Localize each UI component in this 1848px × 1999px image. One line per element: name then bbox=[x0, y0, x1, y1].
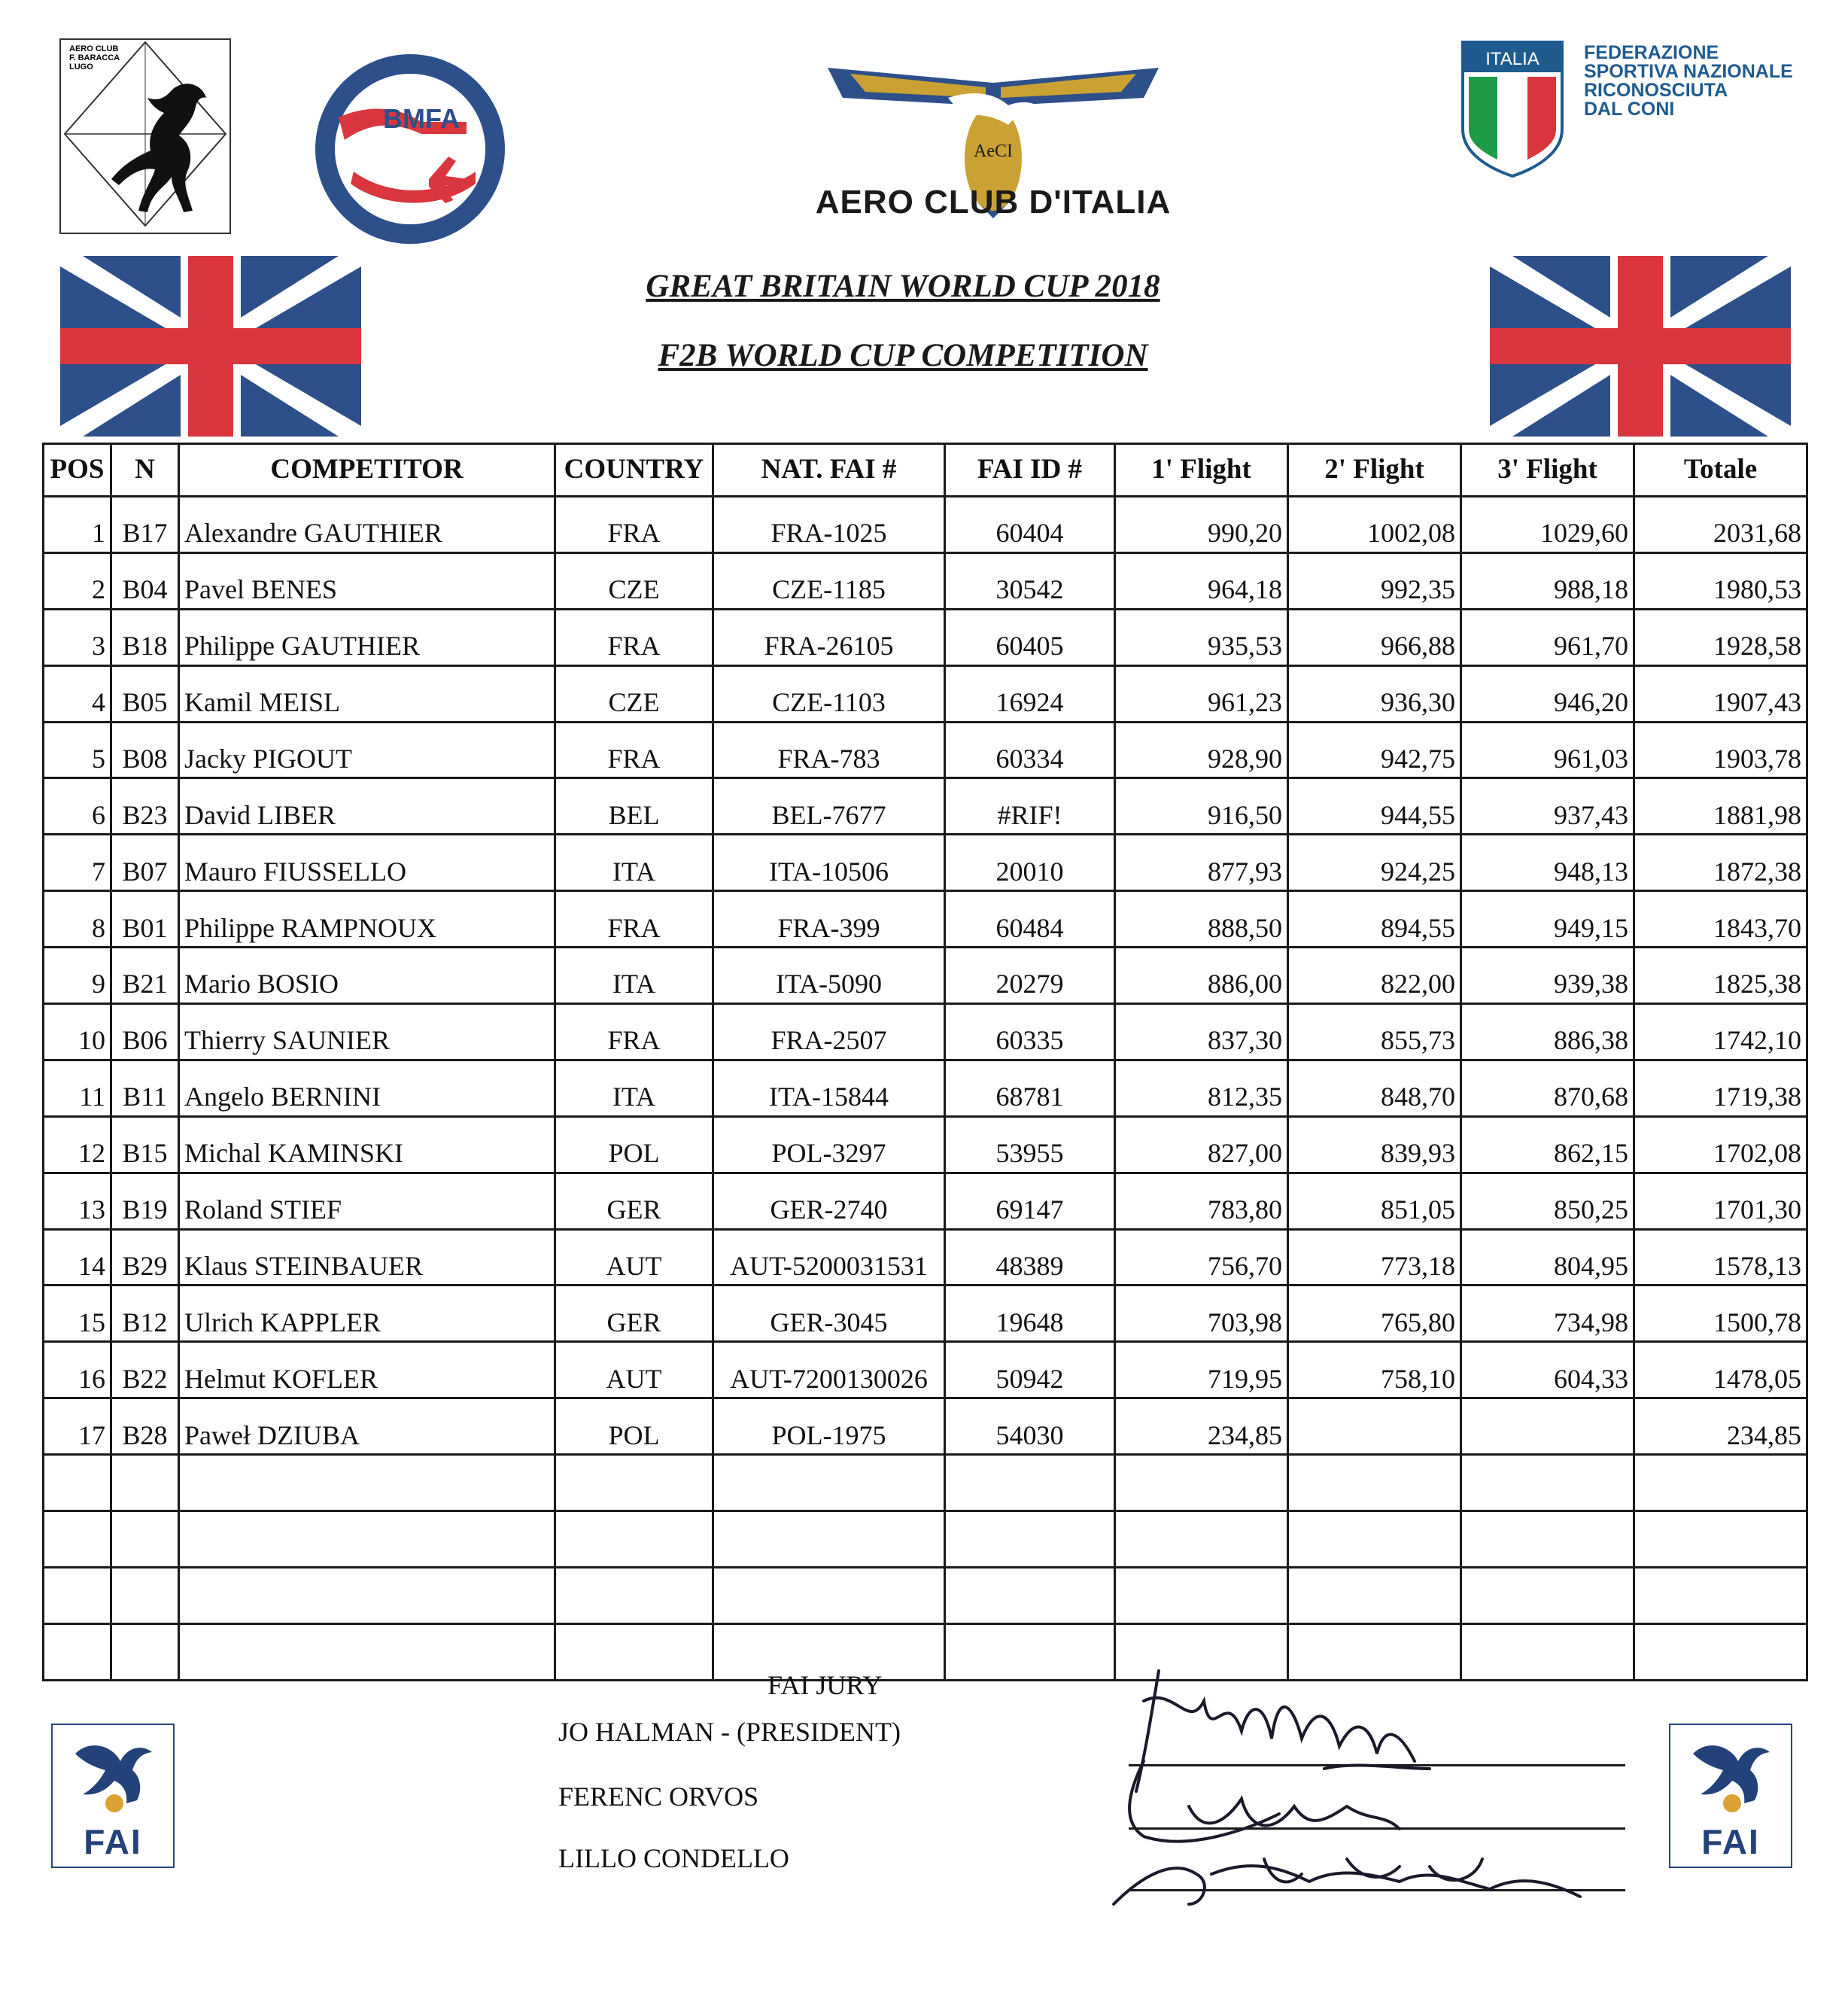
cell-flight-2: 992,35 bbox=[1288, 552, 1461, 609]
cell-fai-id: 60334 bbox=[945, 722, 1115, 778]
cell-competitor: Angelo BERNINI bbox=[179, 1060, 555, 1116]
cell-flight-1: 783,80 bbox=[1115, 1173, 1288, 1229]
cell-fai-id: 54030 bbox=[945, 1398, 1115, 1455]
lugo-text-line-1: AERO CLUB bbox=[69, 44, 119, 53]
coni-caption-line-1: FEDERAZIONE bbox=[1584, 42, 1719, 63]
aeci-letters: AeCI bbox=[974, 141, 1013, 161]
column-header-totale: Totale bbox=[1634, 444, 1807, 497]
cell-flight-3: 804,95 bbox=[1461, 1229, 1634, 1286]
jury-signatures bbox=[1099, 1656, 1670, 1927]
column-header-nat-fai: NAT. FAI # bbox=[713, 444, 945, 497]
cell-pos: 7 bbox=[44, 835, 111, 891]
empty-cell bbox=[44, 1623, 111, 1680]
table-row bbox=[44, 497, 1807, 553]
fai-text-left: FAI bbox=[84, 1822, 142, 1861]
prancing-horse-icon bbox=[111, 84, 206, 212]
cell-flight-2: 758,10 bbox=[1288, 1342, 1461, 1398]
empty-cell bbox=[945, 1567, 1115, 1623]
empty-cell bbox=[1634, 1567, 1807, 1623]
empty-cell bbox=[1461, 1567, 1634, 1623]
cell-nat-fai: ITA-5090 bbox=[713, 948, 945, 1004]
cell-flight-2 bbox=[1288, 1398, 1461, 1455]
empty-cell bbox=[44, 1511, 111, 1568]
empty-cell bbox=[945, 1455, 1115, 1511]
empty-cell bbox=[713, 1511, 945, 1568]
table-row bbox=[44, 835, 1807, 891]
event-title: GREAT BRITAIN WORLD CUP 2018 bbox=[646, 269, 1160, 304]
table-body bbox=[44, 497, 1807, 1681]
empty-cell bbox=[44, 1455, 111, 1511]
union-jack-flag-left bbox=[60, 256, 361, 437]
column-header-n: N bbox=[111, 444, 179, 497]
aeci-caption: AERO CLUB D'ITALIA bbox=[815, 184, 1172, 221]
cell-flight-3: 862,15 bbox=[1461, 1116, 1634, 1173]
cell-country: FRA bbox=[555, 891, 713, 948]
cell-country: FRA bbox=[555, 722, 713, 778]
cell-flight-3 bbox=[1461, 1398, 1634, 1455]
cell-fai-id: 68781 bbox=[945, 1060, 1115, 1116]
cell-competitor: Helmut KOFLER bbox=[179, 1342, 555, 1398]
empty-cell bbox=[1461, 1455, 1634, 1511]
cell-n: B28 bbox=[111, 1398, 179, 1455]
cell-flight-3: 937,43 bbox=[1461, 778, 1634, 835]
cell-fai-id: #RIF! bbox=[945, 778, 1115, 835]
cell-nat-fai: CZE-1103 bbox=[713, 665, 945, 722]
empty-cell bbox=[1115, 1511, 1288, 1568]
table-row bbox=[44, 891, 1807, 948]
cell-pos: 1 bbox=[44, 497, 111, 553]
empty-cell bbox=[179, 1455, 555, 1511]
cell-flight-1: 935,53 bbox=[1115, 609, 1288, 665]
cell-flight-1: 990,20 bbox=[1115, 497, 1288, 553]
cell-flight-3: 961,70 bbox=[1461, 609, 1634, 665]
cell-flight-3: 961,03 bbox=[1461, 722, 1634, 778]
cell-fai-id: 16924 bbox=[945, 665, 1115, 722]
cell-totale: 1980,53 bbox=[1634, 552, 1807, 609]
cell-flight-3: 948,13 bbox=[1461, 835, 1634, 891]
empty-cell bbox=[179, 1623, 555, 1680]
cell-totale: 1843,70 bbox=[1634, 891, 1807, 948]
cell-flight-1: 756,70 bbox=[1115, 1229, 1288, 1286]
column-header-country: COUNTRY bbox=[555, 444, 713, 497]
competition-title: F2B WORLD CUP COMPETITION bbox=[658, 338, 1148, 373]
cell-totale: 234,85 bbox=[1634, 1398, 1807, 1455]
table-row bbox=[44, 609, 1807, 665]
cell-pos: 16 bbox=[44, 1342, 111, 1398]
cell-pos: 2 bbox=[44, 552, 111, 609]
cell-flight-1: 719,95 bbox=[1115, 1342, 1288, 1398]
cell-nat-fai: BEL-7677 bbox=[713, 778, 945, 835]
cell-totale: 1578,13 bbox=[1634, 1229, 1807, 1286]
union-jack-flag-right bbox=[1490, 256, 1791, 437]
cell-flight-2: 765,80 bbox=[1288, 1286, 1461, 1342]
cell-pos: 12 bbox=[44, 1116, 111, 1173]
table-header-row bbox=[44, 444, 1807, 497]
cell-pos: 8 bbox=[44, 891, 111, 948]
cell-flight-3: 734,98 bbox=[1461, 1286, 1634, 1342]
cell-nat-fai: AUT-7200130026 bbox=[713, 1342, 945, 1398]
column-header-flight-1: 1' Flight bbox=[1115, 444, 1288, 497]
cell-n: B18 bbox=[111, 609, 179, 665]
cell-flight-2: 839,93 bbox=[1288, 1116, 1461, 1173]
empty-cell bbox=[555, 1623, 713, 1680]
cell-country: CZE bbox=[555, 665, 713, 722]
cell-flight-1: 916,50 bbox=[1115, 778, 1288, 835]
cell-flight-1: 888,50 bbox=[1115, 891, 1288, 948]
cell-pos: 10 bbox=[44, 1004, 111, 1060]
cell-flight-3: 850,25 bbox=[1461, 1173, 1634, 1229]
cell-country: POL bbox=[555, 1398, 713, 1455]
jury-member-president: JO HALMAN - (PRESIDENT) bbox=[558, 1717, 901, 1747]
aero-club-lugo-logo bbox=[59, 38, 232, 235]
coni-badge-text: ITALIA bbox=[1485, 49, 1539, 69]
cell-nat-fai: POL-1975 bbox=[713, 1398, 945, 1455]
cell-country: CZE bbox=[555, 552, 713, 609]
table-row bbox=[44, 778, 1807, 835]
cell-nat-fai: FRA-1025 bbox=[713, 497, 945, 553]
cell-n: B29 bbox=[111, 1229, 179, 1286]
cell-pos: 5 bbox=[44, 722, 111, 778]
cell-competitor: Kamil MEISL bbox=[179, 665, 555, 722]
cell-flight-1: 837,30 bbox=[1115, 1004, 1288, 1060]
coni-caption-line-3: RICONOSCIUTA bbox=[1584, 80, 1728, 101]
cell-nat-fai: FRA-2507 bbox=[713, 1004, 945, 1060]
jury-member-2: FERENC ORVOS bbox=[558, 1781, 759, 1812]
cell-totale: 1701,30 bbox=[1634, 1173, 1807, 1229]
cell-totale: 1903,78 bbox=[1634, 722, 1807, 778]
empty-cell bbox=[713, 1567, 945, 1623]
cell-flight-2: 924,25 bbox=[1288, 835, 1461, 891]
cell-country: BEL bbox=[555, 778, 713, 835]
empty-cell bbox=[1115, 1567, 1288, 1623]
cell-country: FRA bbox=[555, 609, 713, 665]
cell-country: ITA bbox=[555, 948, 713, 1004]
cell-totale: 1742,10 bbox=[1634, 1004, 1807, 1060]
empty-cell bbox=[555, 1511, 713, 1568]
cell-n: B01 bbox=[111, 891, 179, 948]
cell-flight-2: 936,30 bbox=[1288, 665, 1461, 722]
empty-cell bbox=[945, 1623, 1115, 1680]
cell-totale: 1872,38 bbox=[1634, 835, 1807, 891]
table-row bbox=[44, 1229, 1807, 1286]
cell-flight-2: 966,88 bbox=[1288, 609, 1461, 665]
cell-competitor: Philippe GAUTHIER bbox=[179, 609, 555, 665]
cell-flight-2: 851,05 bbox=[1288, 1173, 1461, 1229]
cell-competitor: Mario BOSIO bbox=[179, 948, 555, 1004]
column-header-pos: POS bbox=[44, 444, 111, 497]
lugo-text-line-3: LUGO bbox=[69, 62, 93, 72]
column-header-competitor: COMPETITOR bbox=[179, 444, 555, 497]
cell-fai-id: 53955 bbox=[945, 1116, 1115, 1173]
cell-competitor: Paweł DZIUBA bbox=[179, 1398, 555, 1455]
cell-flight-1: 812,35 bbox=[1115, 1060, 1288, 1116]
cell-flight-3: 1029,60 bbox=[1461, 497, 1634, 553]
cell-competitor: Klaus STEINBAUER bbox=[179, 1229, 555, 1286]
cell-nat-fai: POL-3297 bbox=[713, 1116, 945, 1173]
cell-pos: 15 bbox=[44, 1286, 111, 1342]
cell-fai-id: 30542 bbox=[945, 552, 1115, 609]
table-row bbox=[44, 1342, 1807, 1398]
empty-table-row bbox=[44, 1511, 1807, 1568]
cell-competitor: Roland STIEF bbox=[179, 1173, 555, 1229]
cell-flight-3: 870,68 bbox=[1461, 1060, 1634, 1116]
cell-fai-id: 20279 bbox=[945, 948, 1115, 1004]
cell-n: B11 bbox=[111, 1060, 179, 1116]
cell-nat-fai: GER-2740 bbox=[713, 1173, 945, 1229]
column-header-fai-id: FAI ID # bbox=[945, 444, 1115, 497]
table-row bbox=[44, 665, 1807, 722]
empty-cell bbox=[713, 1455, 945, 1511]
cell-totale: 1881,98 bbox=[1634, 778, 1807, 835]
cell-flight-1: 886,00 bbox=[1115, 948, 1288, 1004]
cell-competitor: David LIBER bbox=[179, 778, 555, 835]
cell-country: FRA bbox=[555, 1004, 713, 1060]
cell-country: FRA bbox=[555, 497, 713, 553]
lugo-text-line-2: F. BARACCA bbox=[69, 53, 120, 62]
cell-competitor: Pavel BENES bbox=[179, 552, 555, 609]
cell-competitor: Alexandre GAUTHIER bbox=[179, 497, 555, 553]
cell-pos: 14 bbox=[44, 1229, 111, 1286]
table-row bbox=[44, 552, 1807, 609]
cell-fai-id: 50942 bbox=[945, 1342, 1115, 1398]
table-row bbox=[44, 1004, 1807, 1060]
cell-fai-id: 19648 bbox=[945, 1286, 1115, 1342]
cell-flight-1: 703,98 bbox=[1115, 1286, 1288, 1342]
cell-n: B06 bbox=[111, 1004, 179, 1060]
cell-flight-2: 773,18 bbox=[1288, 1229, 1461, 1286]
cell-totale: 1719,38 bbox=[1634, 1060, 1807, 1116]
cell-flight-1: 877,93 bbox=[1115, 835, 1288, 891]
table-row bbox=[44, 1060, 1807, 1116]
cell-country: AUT bbox=[555, 1229, 713, 1286]
empty-table-row bbox=[44, 1455, 1807, 1511]
cell-fai-id: 20010 bbox=[945, 835, 1115, 891]
cell-nat-fai: FRA-399 bbox=[713, 891, 945, 948]
cell-nat-fai: FRA-26105 bbox=[713, 609, 945, 665]
cell-flight-2: 944,55 bbox=[1288, 778, 1461, 835]
cell-country: GER bbox=[555, 1173, 713, 1229]
empty-cell bbox=[111, 1511, 179, 1568]
cell-flight-2: 822,00 bbox=[1288, 948, 1461, 1004]
jury-title: FAI JURY bbox=[767, 1670, 883, 1700]
cell-n: B17 bbox=[111, 497, 179, 553]
cell-nat-fai: CZE-1185 bbox=[713, 552, 945, 609]
cell-competitor: Ulrich KAPPLER bbox=[179, 1286, 555, 1342]
column-header-flight-2: 2' Flight bbox=[1288, 444, 1461, 497]
cell-n: B23 bbox=[111, 778, 179, 835]
fai-logo-left bbox=[51, 1724, 175, 1868]
table-row bbox=[44, 1398, 1807, 1455]
cell-n: B19 bbox=[111, 1173, 179, 1229]
table-row bbox=[44, 1173, 1807, 1229]
cell-fai-id: 60404 bbox=[945, 497, 1115, 553]
cell-flight-3: 604,33 bbox=[1461, 1342, 1634, 1398]
results-table bbox=[42, 443, 1808, 1681]
cell-nat-fai: ITA-15844 bbox=[713, 1060, 945, 1116]
cell-totale: 1500,78 bbox=[1634, 1286, 1807, 1342]
empty-cell bbox=[1634, 1511, 1807, 1568]
cell-competitor: Michal KAMINSKI bbox=[179, 1116, 555, 1173]
cell-n: B21 bbox=[111, 948, 179, 1004]
cell-flight-1: 827,00 bbox=[1115, 1116, 1288, 1173]
cell-pos: 17 bbox=[44, 1398, 111, 1455]
cell-totale: 1907,43 bbox=[1634, 665, 1807, 722]
column-header-flight-3: 3' Flight bbox=[1461, 444, 1634, 497]
cell-pos: 9 bbox=[44, 948, 111, 1004]
cell-totale: 1478,05 bbox=[1634, 1342, 1807, 1398]
empty-cell bbox=[179, 1511, 555, 1568]
fai-logo-right bbox=[1669, 1724, 1792, 1868]
table-row bbox=[44, 1116, 1807, 1173]
empty-cell bbox=[1288, 1455, 1461, 1511]
cell-flight-1: 928,90 bbox=[1115, 722, 1288, 778]
cell-pos: 11 bbox=[44, 1060, 111, 1116]
cell-n: B04 bbox=[111, 552, 179, 609]
cell-flight-1: 961,23 bbox=[1115, 665, 1288, 722]
empty-cell bbox=[1634, 1455, 1807, 1511]
cell-fai-id: 60335 bbox=[945, 1004, 1115, 1060]
cell-flight-2: 942,75 bbox=[1288, 722, 1461, 778]
cell-totale: 1928,58 bbox=[1634, 609, 1807, 665]
empty-cell bbox=[44, 1567, 111, 1623]
cell-country: POL bbox=[555, 1116, 713, 1173]
cell-pos: 3 bbox=[44, 609, 111, 665]
cell-flight-1: 964,18 bbox=[1115, 552, 1288, 609]
cell-country: ITA bbox=[555, 1060, 713, 1116]
fai-eagle-icon bbox=[68, 1731, 158, 1814]
cell-nat-fai: FRA-783 bbox=[713, 722, 945, 778]
cell-country: GER bbox=[555, 1286, 713, 1342]
cell-flight-2: 894,55 bbox=[1288, 891, 1461, 948]
empty-cell bbox=[111, 1455, 179, 1511]
table-row bbox=[44, 722, 1807, 778]
cell-nat-fai: ITA-10506 bbox=[713, 835, 945, 891]
cell-totale: 2031,68 bbox=[1634, 497, 1807, 553]
empty-cell bbox=[179, 1567, 555, 1623]
empty-cell bbox=[945, 1511, 1115, 1568]
cell-pos: 4 bbox=[44, 665, 111, 722]
cell-fai-id: 69147 bbox=[945, 1173, 1115, 1229]
cell-flight-2: 855,73 bbox=[1288, 1004, 1461, 1060]
cell-competitor: Philippe RAMPNOUX bbox=[179, 891, 555, 948]
cell-pos: 13 bbox=[44, 1173, 111, 1229]
table-row bbox=[44, 1286, 1807, 1342]
cell-flight-3: 946,20 bbox=[1461, 665, 1634, 722]
table-row bbox=[44, 948, 1807, 1004]
cell-n: B08 bbox=[111, 722, 179, 778]
cell-flight-2: 1002,08 bbox=[1288, 497, 1461, 553]
cell-nat-fai: GER-3045 bbox=[713, 1286, 945, 1342]
coni-caption-line-4: DAL CONI bbox=[1584, 99, 1675, 120]
empty-cell bbox=[111, 1623, 179, 1680]
coni-caption-line-2: SPORTIVA NAZIONALE bbox=[1584, 61, 1793, 82]
cell-flight-1: 234,85 bbox=[1115, 1398, 1288, 1455]
empty-cell bbox=[1288, 1511, 1461, 1568]
cell-n: B05 bbox=[111, 665, 179, 722]
cell-country: ITA bbox=[555, 835, 713, 891]
empty-table-row bbox=[44, 1567, 1807, 1623]
cell-nat-fai: AUT-5200031531 bbox=[713, 1229, 945, 1286]
cell-n: B07 bbox=[111, 835, 179, 891]
cell-n: B15 bbox=[111, 1116, 179, 1173]
cell-pos: 6 bbox=[44, 778, 111, 835]
bmfa-text: BMFA bbox=[383, 103, 460, 134]
cell-competitor: Mauro FIUSSELLO bbox=[179, 835, 555, 891]
empty-cell bbox=[1288, 1567, 1461, 1623]
cell-competitor: Thierry SAUNIER bbox=[179, 1004, 555, 1060]
cell-fai-id: 60484 bbox=[945, 891, 1115, 948]
cell-n: B22 bbox=[111, 1342, 179, 1398]
cell-competitor: Jacky PIGOUT bbox=[179, 722, 555, 778]
cell-flight-3: 939,38 bbox=[1461, 948, 1634, 1004]
empty-cell bbox=[1461, 1511, 1634, 1568]
cell-n: B12 bbox=[111, 1286, 179, 1342]
coni-shield-logo bbox=[1460, 39, 1565, 179]
cell-country: AUT bbox=[555, 1342, 713, 1398]
cell-fai-id: 60405 bbox=[945, 609, 1115, 665]
cell-flight-3: 886,38 bbox=[1461, 1004, 1634, 1060]
fai-eagle-icon bbox=[1685, 1731, 1776, 1814]
bmfa-logo bbox=[309, 51, 512, 247]
cell-flight-3: 949,15 bbox=[1461, 891, 1634, 948]
cell-fai-id: 48389 bbox=[945, 1229, 1115, 1286]
cell-totale: 1702,08 bbox=[1634, 1116, 1807, 1173]
empty-cell bbox=[555, 1455, 713, 1511]
empty-cell bbox=[555, 1567, 713, 1623]
cell-flight-2: 848,70 bbox=[1288, 1060, 1461, 1116]
cell-flight-3: 988,18 bbox=[1461, 552, 1634, 609]
jury-member-3: LILLO CONDELLO bbox=[558, 1843, 789, 1873]
fai-text-right: FAI bbox=[1701, 1822, 1760, 1861]
empty-cell bbox=[111, 1567, 179, 1623]
coni-caption bbox=[1584, 44, 1832, 119]
empty-cell bbox=[1115, 1455, 1288, 1511]
cell-totale: 1825,38 bbox=[1634, 948, 1807, 1004]
